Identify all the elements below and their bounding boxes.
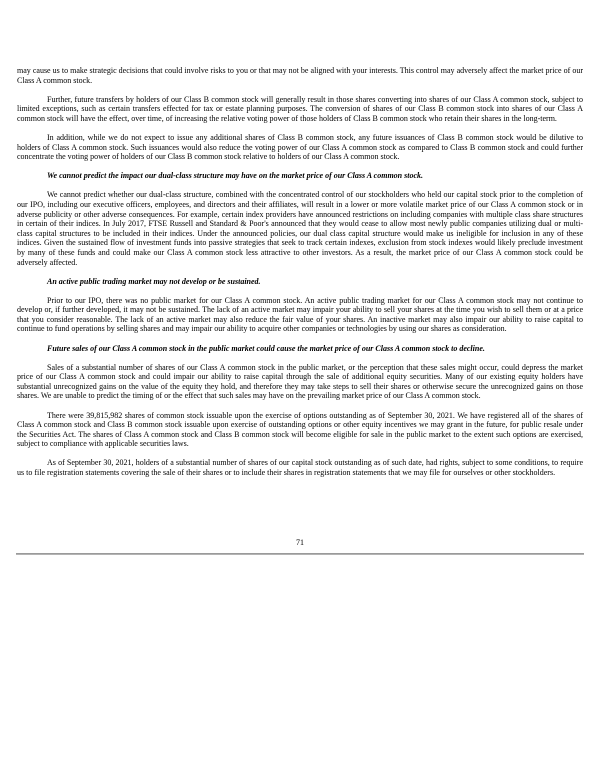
heading-active-trading-market: An active public trading market may not develop or be sustained. — [47, 276, 261, 286]
paragraph-options-outstanding: There were 39,815,982 shares of common stock issuable upon the exercise of options outstanding as of September 30, 2021. We have registered all of the shares of Class A common stock and Class B common stock issuable upon exercise of outstanding options or other equity incentives we may grant in the future, for public resale under the Securities Act. The shares of Class A common stock and Class B common stock will become eligible for sale in the public market to the extent such options are exercised, subject to compliance with applicable securities laws. — [17, 410, 583, 449]
paragraph-control-continuation: may cause us to make strategic decisions that could involve risks to you or that may not be aligned with your interests. This control may adversely affect the market price of our Class A common stock. — [17, 66, 583, 85]
paragraph-class-b-issuances: In addition, while we do not expect to issue any additional shares of Class B common stock, any future issuances of Class B common stock would be dilutive to holders of Class A common stock. Such issuances would also reduce the voting power of our Class A common stock as compared to Class B common stock and could further concentrate the voting power of holders of our Class B common stock relative to holders of our Class A common stock. — [17, 132, 583, 162]
footer-divider — [16, 553, 584, 555]
paragraph-substantial-sales: Sales of a substantial number of shares of our Class A common stock in the public market, or the perception that these sales might occur, could depress the market price of our Class A common stock and could impair our ability to raise capital through the sale of additional equity securities. Many of our existing equity holders have substantial unrecognized gains on the value of the equity they hold, and therefore they may take steps to sell their shares or otherwise secure the unrecognized gains on those shares. We are unable to predict the timing of or the effect that such sales may have on the prevailing market price of our Class A common stock. — [17, 362, 583, 401]
heading-dual-class-impact: We cannot predict the impact our dual-class structure may have on the market price of our Class A common stock. — [47, 171, 424, 181]
paragraph-class-b-transfers: Further, future transfers by holders of our Class B common stock will generally result in those shares converting into shares of our Class A common stock, subject to limited exceptions, such as certain transfers effected for tax or estate planning purposes. The conversion of shares of our Class B common stock into shares of our Class A common stock will have the effect, over time, of increasing the relative voting power of those holders of Class B common stock who retain their shares in the long-term. — [17, 94, 583, 123]
heading-future-sales: Future sales of our Class A common stock in the public market could cause the market price of our Class A common stock to decline. — [47, 343, 485, 353]
paragraph-trading-market: Prior to our IPO, there was no public market for our Class A common stock. An active public trading market for our Class A common stock may not continue to develop or, if further developed, it may not be sustained. The lack of an active market may impair your ability to sell your shares at the time you wish to sell them or at a price that you consider reasonable. The lack of an active market may also reduce the fair value of your shares. An inactive market may also impair our ability to raise capital to continue to fund operations by selling shares and may impair our ability to acquire other companies or technologies by using our shares as consideration. — [17, 295, 583, 334]
paragraph-registration-rights: As of September 30, 2021, holders of a substantial number of shares of our capital stock outstanding as of such date, had rights, subject to some conditions, to require us to file registration statements covering the sale of their shares or to include their shares in registration statements that we may file for ourselves or other stockholders. — [17, 458, 583, 477]
paragraph-dual-class-structure: We cannot predict whether our dual-class structure, combined with the concentrated control of our stockholders who held our capital stock prior to the completion of our IPO, including our executive officers, employees, and directors and their affiliates, will result in a lower or more volatile market price of our Class A common stock or in adverse publicity or other adverse consequences. For example, certain index providers have announced restrictions on including companies with multiple class share structures in certain of their indices. In July 2017, FTSE Russell and Standard & Poor's announced that they would cease to allow most newly public companies utilizing dual or multi-class capital structures to be included in their indices. Under the announced policies, our dual class capital structure would make us ineligible for inclusion in any of these indices. Given the sustained flow of investment funds into passive strategies that seek to track certain indexes, exclusion from stock indexes would likely preclude investment by many of these funds and could make our Class A common stock less attractive to other investors. As a result, the market price of our Class A common stock could be adversely affected. — [17, 190, 583, 267]
page-number: 71 — [296, 538, 304, 547]
page-footer — [16, 538, 584, 555]
